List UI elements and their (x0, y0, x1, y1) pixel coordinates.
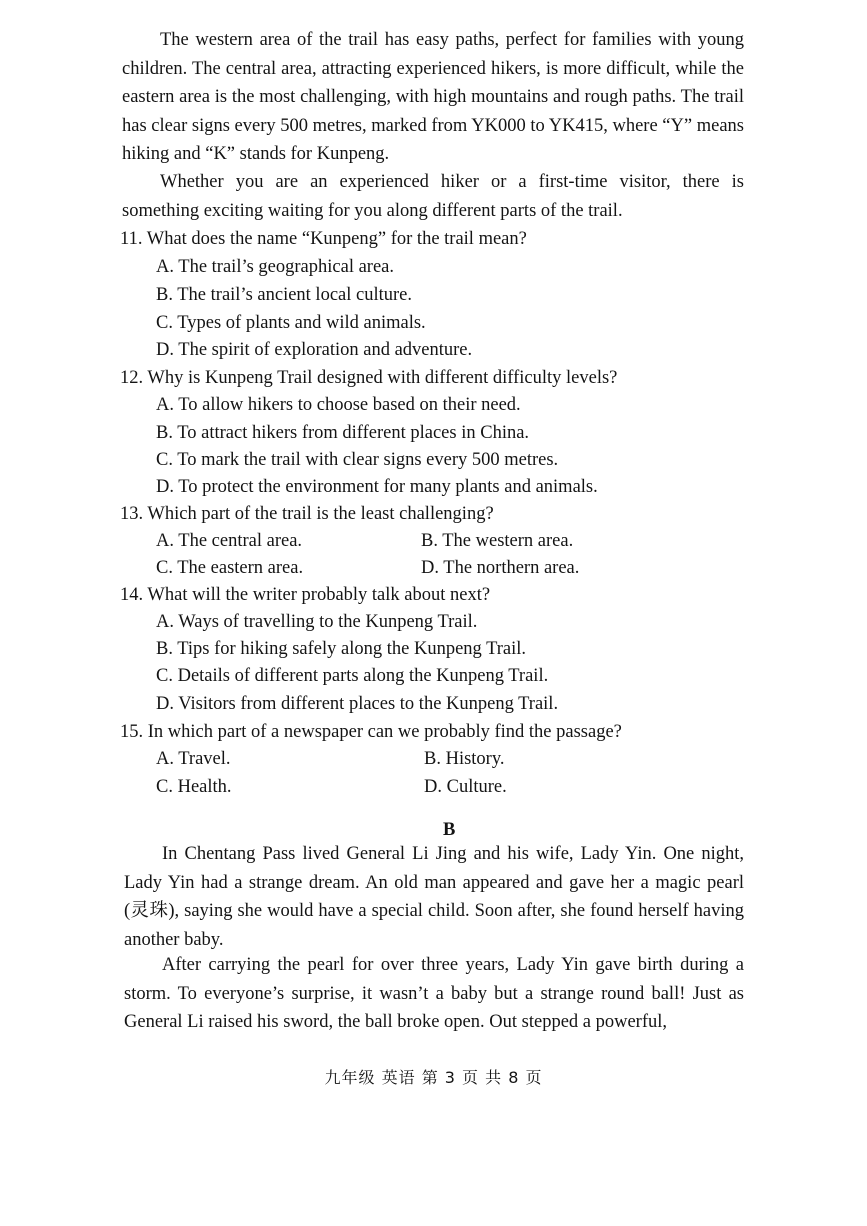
question-13-stem: 13. Which part of the trail is the least challenging? (120, 504, 494, 524)
question-11-option-b: B. The trail’s ancient local culture. (156, 285, 413, 305)
question-11-stem: 11. What does the name “Kunpeng” for the trail mean? (120, 229, 527, 249)
question-12-stem: 12. Why is Kunpeng Trail designed with different difficulty levels? (120, 368, 618, 388)
question-15-stem: 15. In which part of a newspaper can we probably find the passage? (120, 722, 622, 742)
question-12-option-a: A. To allow hikers to choose based on their need. (156, 395, 521, 415)
question-13-option-d: D. The northern area. (421, 558, 580, 578)
passage-b-heading: B (443, 820, 456, 840)
question-14-stem: 14. What will the writer probably talk about next? (120, 585, 491, 605)
passage-a-paragraph-2: Whether you are an experienced hiker or a first-time visitor, there is something exciting waiting for you along different parts of the trail. (122, 172, 744, 221)
question-15-option-d: D. Culture. (424, 777, 507, 797)
question-14-option-b: B. Tips for hiking safely along the Kunpeng Trail. (156, 639, 527, 659)
question-15-option-c: C. Health. (156, 777, 232, 797)
question-12-option-c: C. To mark the trail with clear signs every 500 metres. (156, 450, 559, 470)
question-12-option-d: D. To protect the environment for many plants and animals. (156, 477, 598, 497)
question-13-option-a: A. The central area. (156, 531, 303, 551)
question-15-option-b: B. History. (424, 749, 505, 769)
question-11-option-a: A. The trail’s geographical area. (156, 257, 394, 277)
question-12-option-b: B. To attract hikers from different places in China. (156, 423, 530, 443)
question-14-option-d: D. Visitors from different places to the Kunpeng Trail. (156, 694, 559, 714)
passage-a-paragraph-1: The western area of the trail has easy paths, perfect for families with young children. The central area, attracting experienced hikers, is more difficult, while the eastern area is the most challenging, with high mountains and rough paths. The trail has clear signs every 500 metres, marked from YK000 to YK415, where “Y” means hiking and “K” stands for Kunpeng. (122, 30, 744, 165)
passage-b-paragraph-1: In Chentang Pass lived General Li Jing and his wife, Lady Yin. One night, Lady Yin had a strange dream. An old man appeared and gave her a magic pearl (灵珠), saying she would have a special child. Soon after, she found herself having another baby. (124, 844, 744, 950)
page-footer: 九年级 英语 第 3 页 共 8 页 (324, 1068, 543, 1087)
question-11-option-c: C. Types of plants and wild animals. (156, 313, 426, 333)
question-13-option-b: B. The western area. (421, 531, 574, 551)
question-14-option-a: A. Ways of travelling to the Kunpeng Trail. (156, 612, 478, 632)
question-11-option-d: D. The spirit of exploration and adventure. (156, 340, 473, 360)
question-15-option-a: A. Travel. (156, 749, 231, 769)
question-14-option-c: C. Details of different parts along the Kunpeng Trail. (156, 666, 549, 686)
question-13-option-c: C. The eastern area. (156, 558, 304, 578)
passage-b-paragraph-2: After carrying the pearl for over three years, Lady Yin gave birth during a storm. To everyone’s surprise, it wasn’t a baby but a strange round ball! Just as General Li raised his sword, the ball broke open. Out stepped a powerful, (124, 955, 744, 1033)
